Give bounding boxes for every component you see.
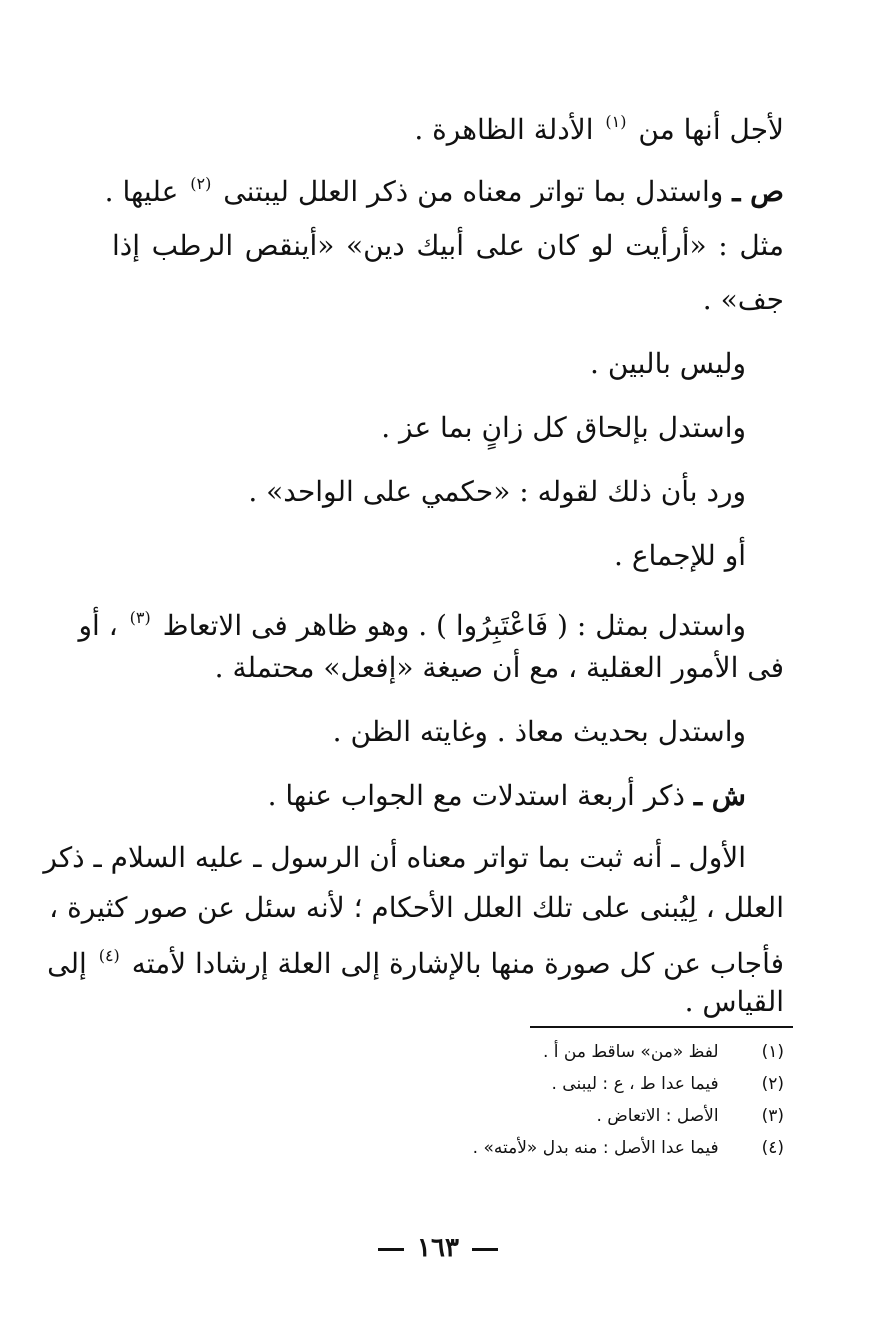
- footnote-ref[interactable]: (١): [605, 112, 627, 131]
- line-text: القياس .: [684, 985, 784, 1018]
- footnote-text: لفظ «من» ساقط من أ .: [542, 1042, 719, 1062]
- line-text: عليها .: [104, 175, 179, 208]
- line-text: وليس بالبين .: [590, 347, 746, 380]
- line-text: مثل : «أرأيت لو كان على أبيك دين» «أينقص الرطب إذا: [112, 229, 784, 262]
- line-text: فأجاب عن كل صورة منها بالإشارة إلى العلة إرشادا لأمته: [131, 947, 784, 980]
- footnote: [380, 1134, 784, 1162]
- line-text: واستدل بحديث معاذ . وغايته الظن .: [332, 715, 746, 748]
- text-line: [112, 280, 784, 320]
- footnote-number: (٤): [761, 1138, 784, 1158]
- line-text: العلل ، لِيُبنى على تلك العلل الأحكام ؛ لأنه سئل عن صور كثيرة ،: [49, 891, 784, 924]
- page-number-text: ١٦٣: [417, 1233, 459, 1263]
- text-line: [112, 102, 784, 146]
- footnote-number: (٣): [761, 1106, 784, 1126]
- line-text: جف» .: [702, 283, 784, 316]
- line-text: أو للإجماع .: [614, 539, 746, 572]
- footnote-text: فيما عدا ط ، ع : ليبنى .: [551, 1074, 719, 1094]
- text-line: [112, 776, 746, 816]
- page-number: [330, 1230, 546, 1266]
- line-text: ، أو: [78, 609, 118, 642]
- text-line: [112, 648, 784, 688]
- text-line: [43, 838, 746, 878]
- text-line: [112, 408, 746, 448]
- text-line: [112, 982, 784, 1022]
- footnote-text: فيما عدا الأصل : منه بدل «لأمته» .: [472, 1138, 719, 1158]
- text-line: [112, 536, 746, 576]
- text-line: [104, 164, 784, 208]
- text-line: [49, 888, 784, 928]
- line-text: ورد بأن ذلك لقوله : «حكمي على الواحد» .: [248, 475, 746, 508]
- text-line: [112, 712, 746, 752]
- footnote-ref[interactable]: (٤): [98, 946, 120, 965]
- line-text: واستدل بمثل : ( فَاعْتَبِرُوا ) . وهو ظاهر فى الاتعاظ: [162, 609, 746, 642]
- line-text: ذكر أربعة استدلات مع الجواب عنها .: [267, 779, 685, 812]
- text-line: [47, 936, 784, 980]
- section-marker: ش ـ: [693, 779, 746, 812]
- footnote: [380, 1070, 784, 1098]
- line-text: فى الأمور العقلية ، مع أن صيغة «إفعل» محتملة .: [214, 651, 784, 684]
- footnote-ref[interactable]: (٢): [190, 174, 212, 193]
- footnote-separator: [530, 1026, 793, 1028]
- text-line: [112, 226, 784, 266]
- dash-decoration: [472, 1248, 498, 1251]
- footnote-ref[interactable]: (٣): [129, 608, 151, 627]
- text-line: [78, 598, 746, 642]
- dash-decoration: [378, 1248, 404, 1251]
- text-line: [112, 472, 746, 512]
- text-line: [112, 344, 746, 384]
- section-marker: ص ـ: [732, 175, 784, 208]
- footnote-text: الأصل : الاتعاض .: [596, 1106, 719, 1126]
- line-text: إلى: [47, 947, 87, 980]
- line-text: الأدلة الظاهرة .: [414, 113, 594, 146]
- line-text: لأجل أنها من: [638, 113, 784, 146]
- footnote-number: (٢): [761, 1074, 784, 1094]
- line-text: واستدل بما تواتر معناه من ذكر العلل ليبتنى: [223, 175, 724, 208]
- line-text: واستدل بإلحاق كل زانٍ بما عز .: [381, 411, 746, 444]
- footnote-number: (١): [761, 1042, 784, 1062]
- footnote: [380, 1102, 784, 1130]
- footnote: [380, 1038, 784, 1066]
- line-text: الأول ـ أنه ثبت بما تواتر معناه أن الرسول ـ عليه السلام ـ ذكر: [43, 841, 746, 874]
